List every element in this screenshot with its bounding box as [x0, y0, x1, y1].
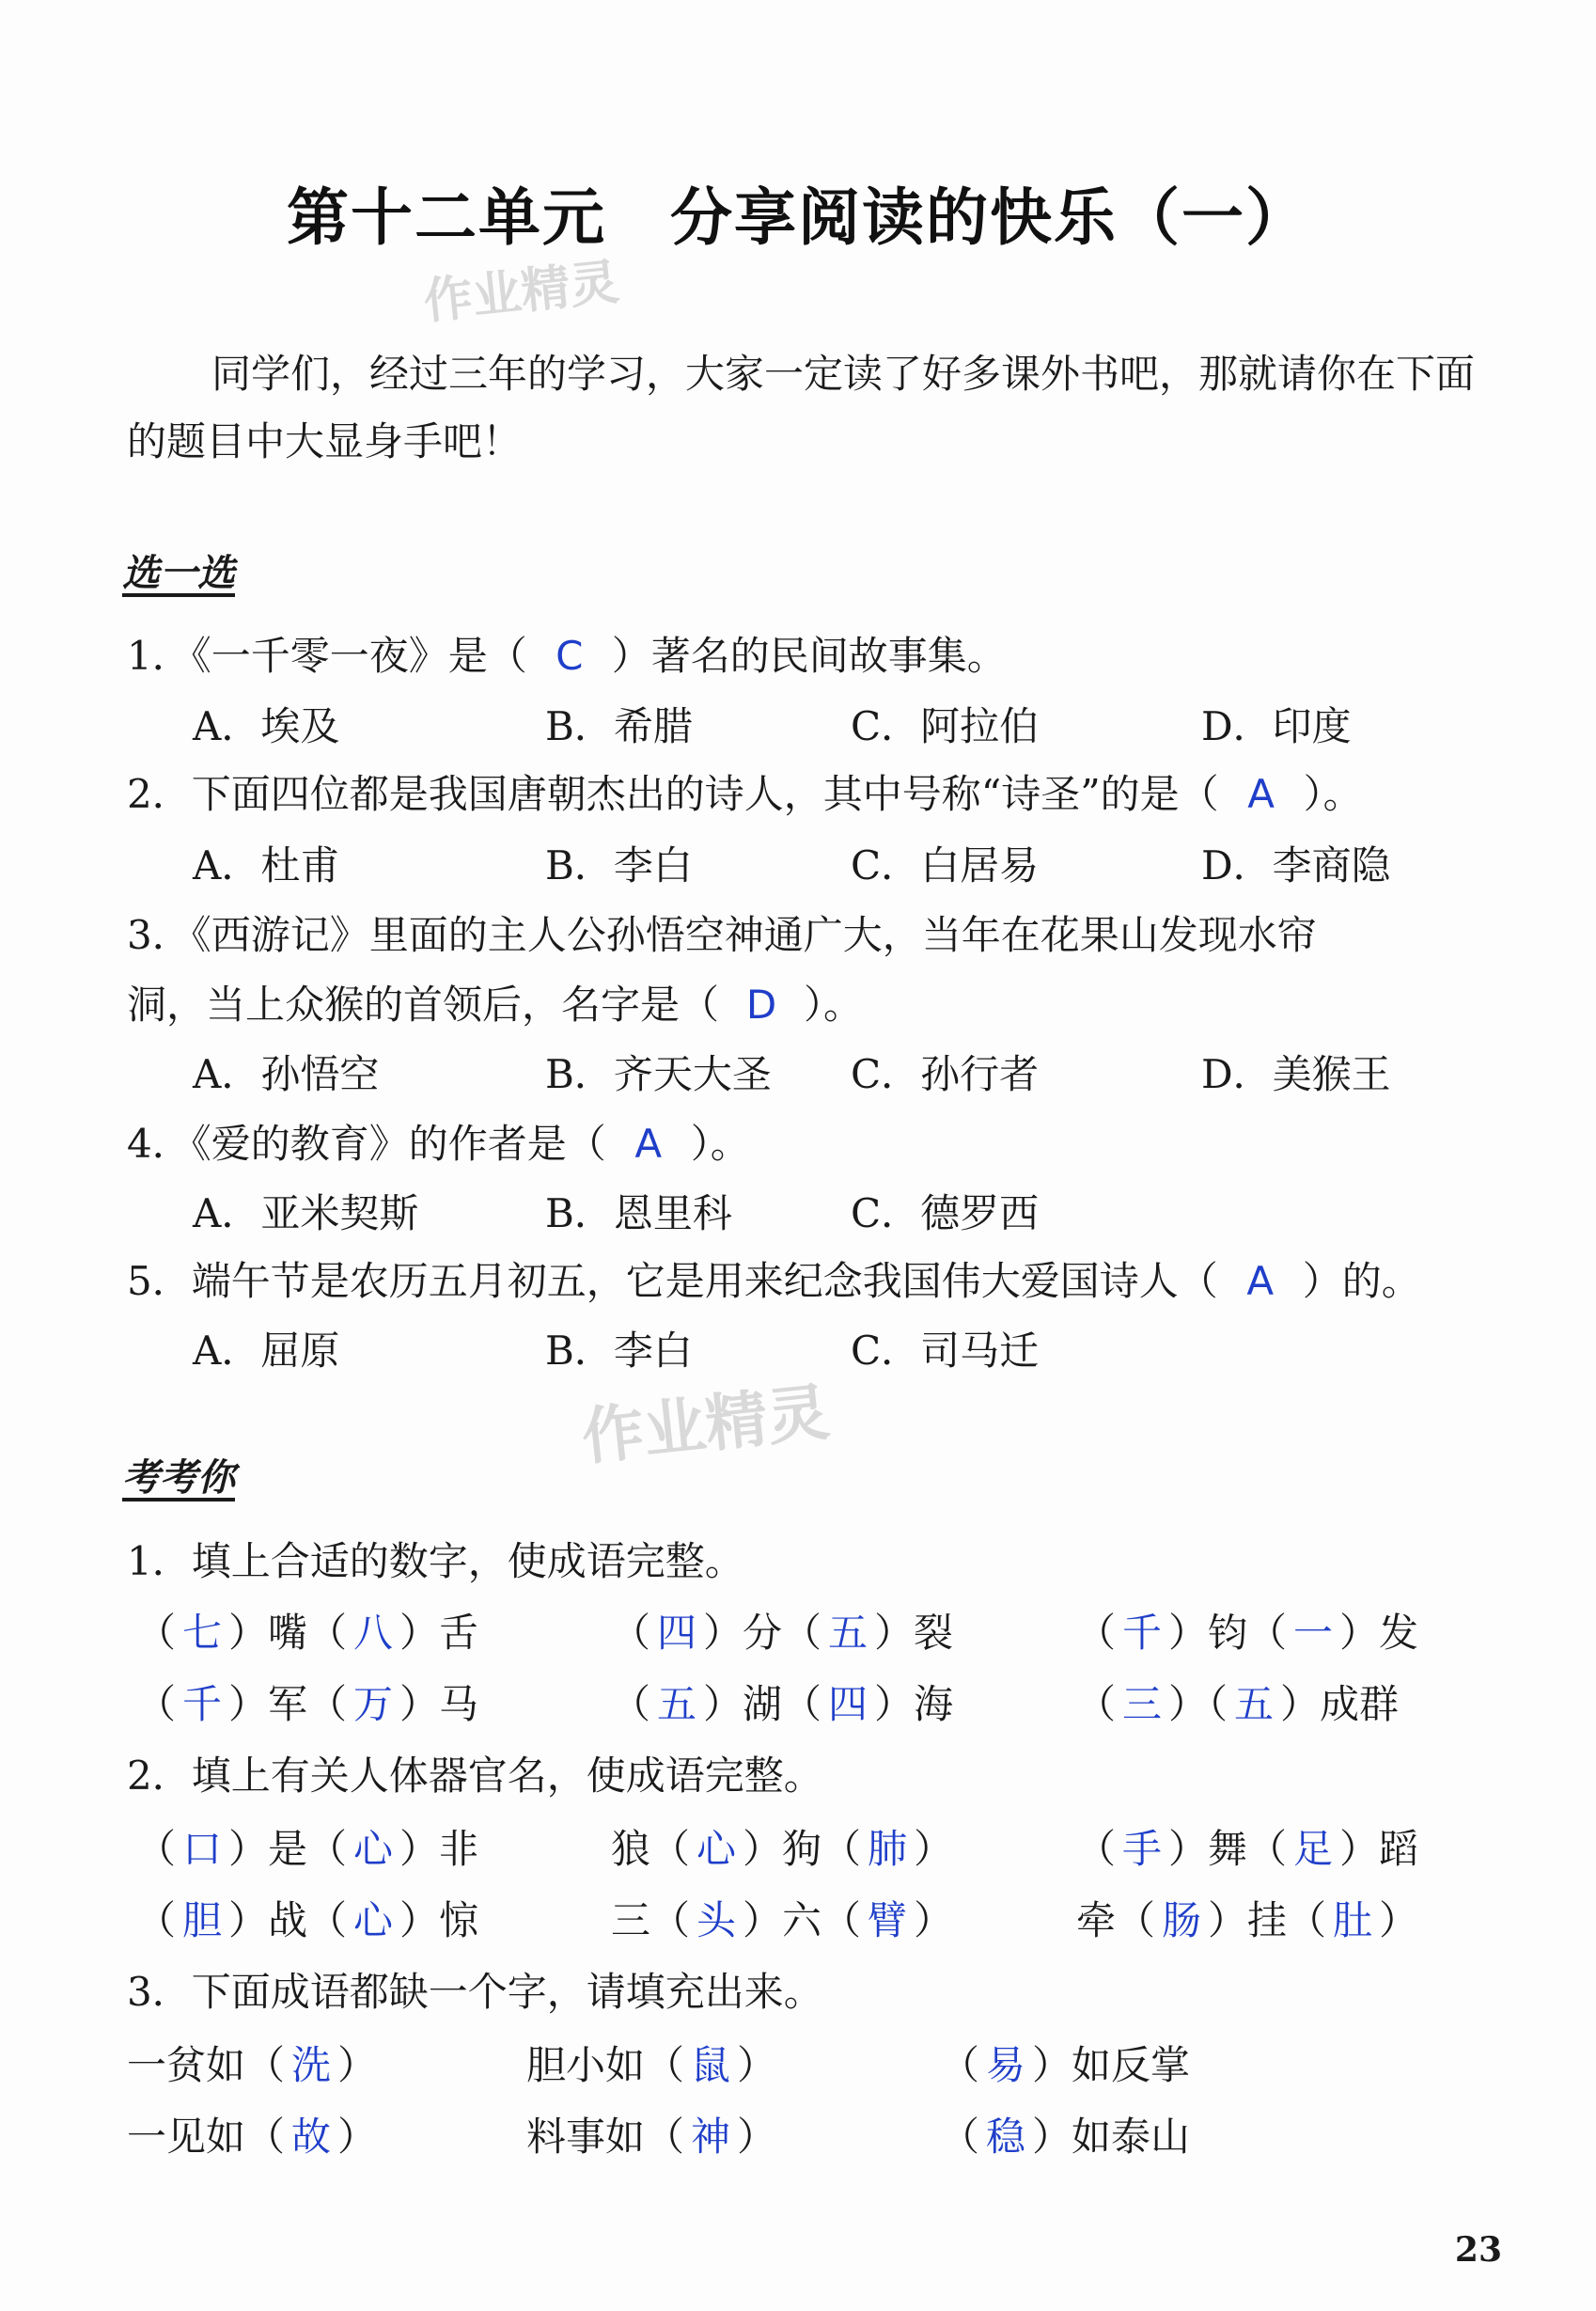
- idiom-text: （: [1076, 1681, 1117, 1727]
- option: A．屈原: [193, 1328, 340, 1374]
- idiom-text: ）: [337, 2042, 378, 2088]
- idiom-text: ）分（: [703, 1610, 822, 1656]
- page-title: 第十二单元 分享阅读的快乐（一）: [287, 181, 1309, 254]
- question-3-cont: 洞，当上众猴的首领后，名字是（ D ）。: [127, 982, 864, 1028]
- answer: 四: [828, 1681, 868, 1727]
- idiom-text: ）战（: [228, 1897, 348, 1943]
- idiom-text: ）嘴（: [228, 1610, 348, 1656]
- option: C．阿拉伯: [851, 703, 1040, 749]
- question-1: 1．《一千零一夜》是（ C ）著名的民间故事集。: [127, 633, 1007, 679]
- answer: 万: [353, 1681, 394, 1727]
- idiom-text: （: [940, 2042, 980, 2088]
- answer: 心: [696, 1826, 737, 1872]
- question-3: 3．《西游记》里面的主人公孙悟空神通广大，当年在花果山发现水帘: [127, 912, 1317, 958]
- idiom-item: [611, 1818, 953, 1875]
- answer: 三: [1122, 1681, 1163, 1727]
- idiom-text: ）舌: [399, 1610, 479, 1656]
- answer: 心: [353, 1897, 394, 1943]
- idiom-text: ）狗（: [743, 1826, 862, 1872]
- idiom-item: [136, 1674, 478, 1730]
- answer: 胆: [182, 1897, 223, 1943]
- watermark: 作业精灵: [421, 254, 622, 331]
- idiom-item: [526, 2106, 776, 2162]
- answer: 五: [657, 1681, 697, 1727]
- answer: 五: [1234, 1681, 1275, 1727]
- answer: 洗: [291, 2042, 332, 2088]
- idiom-text: 料事如（: [526, 2114, 685, 2160]
- option: A．孙悟空: [193, 1051, 380, 1097]
- idiom-text: ）六（: [743, 1897, 862, 1943]
- idiom-text: 牵（: [1076, 1897, 1156, 1943]
- idiom-text: ）挂（: [1208, 1897, 1327, 1943]
- answer: 神: [691, 2114, 731, 2160]
- answer: 一: [1293, 1610, 1334, 1656]
- question-4: 4．《爱的教育》的作者是（ A ）。: [127, 1121, 750, 1167]
- idiom-item: [1076, 1674, 1399, 1730]
- answer: 鼠: [691, 2042, 731, 2088]
- answer: 头: [696, 1897, 737, 1943]
- idiom-text: 狼（: [611, 1826, 691, 1872]
- answer: D: [745, 982, 777, 1028]
- option: C．德罗西: [851, 1190, 1040, 1236]
- question-2: 2．下面四位都是我国唐朝杰出的诗人，其中号称“诗圣”的是（ A ）。: [127, 771, 1363, 817]
- answer: 五: [828, 1610, 868, 1656]
- quiz-question-2: 2．填上有关人体器官名，使成语完整。: [127, 1753, 823, 1799]
- option: A．杜甫: [193, 842, 340, 888]
- answer: A: [1246, 1258, 1275, 1304]
- idiom-item: [611, 1890, 953, 1946]
- quiz-question-1: 1．填上合适的数字，使成语完整。: [127, 1538, 744, 1584]
- idiom-text: 胆小如（: [526, 2042, 685, 2088]
- answer: 千: [1122, 1610, 1163, 1656]
- section-heading-quiz: 考考你: [122, 1456, 235, 1500]
- idiom-text: ）蹈: [1339, 1826, 1419, 1872]
- idiom-text: （: [1076, 1610, 1117, 1656]
- option: B．李白: [545, 842, 693, 888]
- idiom-text: ）（: [1168, 1681, 1228, 1727]
- option: D．李商隐: [1201, 842, 1391, 888]
- option: C．白居易: [851, 842, 1040, 888]
- option: A．埃及: [193, 703, 340, 749]
- option: B．李白: [545, 1328, 693, 1374]
- idiom-text: （: [136, 1897, 177, 1943]
- idiom-item: [127, 2106, 377, 2162]
- idiom-item: [611, 1602, 953, 1659]
- idiom-text: ）裂: [874, 1610, 954, 1656]
- answer: 臂: [868, 1897, 908, 1943]
- section-heading-choose: 选一选: [122, 552, 235, 595]
- idiom-text: ）马: [399, 1681, 479, 1727]
- idiom-text: （: [1076, 1826, 1117, 1872]
- answer: 足: [1293, 1826, 1334, 1872]
- answer: 手: [1122, 1826, 1163, 1872]
- idiom-text: ）非: [399, 1826, 479, 1872]
- idiom-text: ）惊: [399, 1897, 479, 1943]
- answer: 肚: [1333, 1897, 1373, 1943]
- idiom-text: （: [611, 1681, 651, 1727]
- quiz-question-3: 3．下面成语都缺一个字，请填充出来。: [127, 1969, 823, 2015]
- option: D．印度: [1201, 703, 1352, 749]
- idiom-text: （: [136, 1826, 177, 1872]
- answer: 千: [182, 1681, 223, 1727]
- option: A．亚米契斯: [193, 1190, 419, 1236]
- answer: 七: [182, 1610, 223, 1656]
- idiom-text: ）如反掌: [1032, 2042, 1191, 2088]
- idiom-item: [1076, 1818, 1418, 1875]
- idiom-text: （: [136, 1610, 177, 1656]
- idiom-text: ）: [1379, 1897, 1419, 1943]
- idiom-text: ）军（: [228, 1681, 348, 1727]
- idiom-text: ）如泰山: [1032, 2114, 1191, 2160]
- page-number: 23: [1454, 2230, 1502, 2270]
- answer: 八: [353, 1610, 394, 1656]
- idiom-item: [136, 1818, 478, 1875]
- idiom-item: [127, 2035, 377, 2091]
- idiom-item: [526, 2035, 776, 2091]
- idiom-text: ）: [737, 2042, 777, 2088]
- idiom-text: ）成群: [1280, 1681, 1400, 1727]
- idiom-text: ）: [914, 1897, 954, 1943]
- idiom-item: [611, 1674, 953, 1730]
- question-5: 5．端午节是农历五月初五，它是用来纪念我国伟大爱国诗人（ A ）的。: [127, 1258, 1421, 1304]
- idiom-item: [1076, 1890, 1418, 1946]
- answer: 口: [182, 1826, 223, 1872]
- idiom-text: ）: [737, 2114, 777, 2160]
- idiom-text: ）发: [1339, 1610, 1419, 1656]
- idiom-text: ）钧（: [1168, 1610, 1288, 1656]
- answer: A: [1247, 771, 1275, 817]
- answer: 易: [986, 2042, 1026, 2088]
- idiom-text: （: [940, 2114, 980, 2160]
- answer: A: [634, 1121, 663, 1167]
- answer: 心: [353, 1826, 394, 1872]
- answer: 故: [291, 2114, 332, 2160]
- watermark: 作业精灵: [578, 1376, 833, 1474]
- answer: C: [555, 633, 584, 679]
- idiom-item: [136, 1602, 478, 1659]
- idiom-text: （: [611, 1610, 651, 1656]
- idiom-text: ）: [337, 2114, 378, 2160]
- idiom-text: 一贫如（: [127, 2042, 286, 2088]
- option: C．司马迁: [851, 1328, 1040, 1374]
- idiom-text: 三（: [611, 1897, 691, 1943]
- idiom-text: ）湖（: [703, 1681, 822, 1727]
- option: C．孙行者: [851, 1051, 1040, 1097]
- idiom-text: ）舞（: [1168, 1826, 1288, 1872]
- idiom-item: [940, 2035, 1190, 2091]
- intro-paragraph: 同学们，经过三年的学习，大家一定读了好多课外书吧，那就请你在下面的题目中大显身手吧！: [127, 351, 1476, 464]
- idiom-item: [940, 2106, 1190, 2162]
- option: B．希腊: [545, 703, 693, 749]
- idiom-item: [136, 1890, 478, 1946]
- answer: 肠: [1162, 1897, 1202, 1943]
- answer: 稳: [986, 2114, 1026, 2160]
- idiom-text: 一见如（: [127, 2114, 286, 2160]
- idiom-item: [1076, 1602, 1418, 1659]
- option: B．恩里科: [545, 1190, 732, 1236]
- answer: 四: [657, 1610, 697, 1656]
- idiom-text: ）是（: [228, 1826, 348, 1872]
- idiom-text: ）: [914, 1826, 954, 1872]
- answer: 肺: [868, 1826, 908, 1872]
- option: D．美猴王: [1201, 1051, 1391, 1097]
- idiom-text: ）海: [874, 1681, 954, 1727]
- option: B．齐天大圣: [545, 1051, 772, 1097]
- idiom-text: （: [136, 1681, 177, 1727]
